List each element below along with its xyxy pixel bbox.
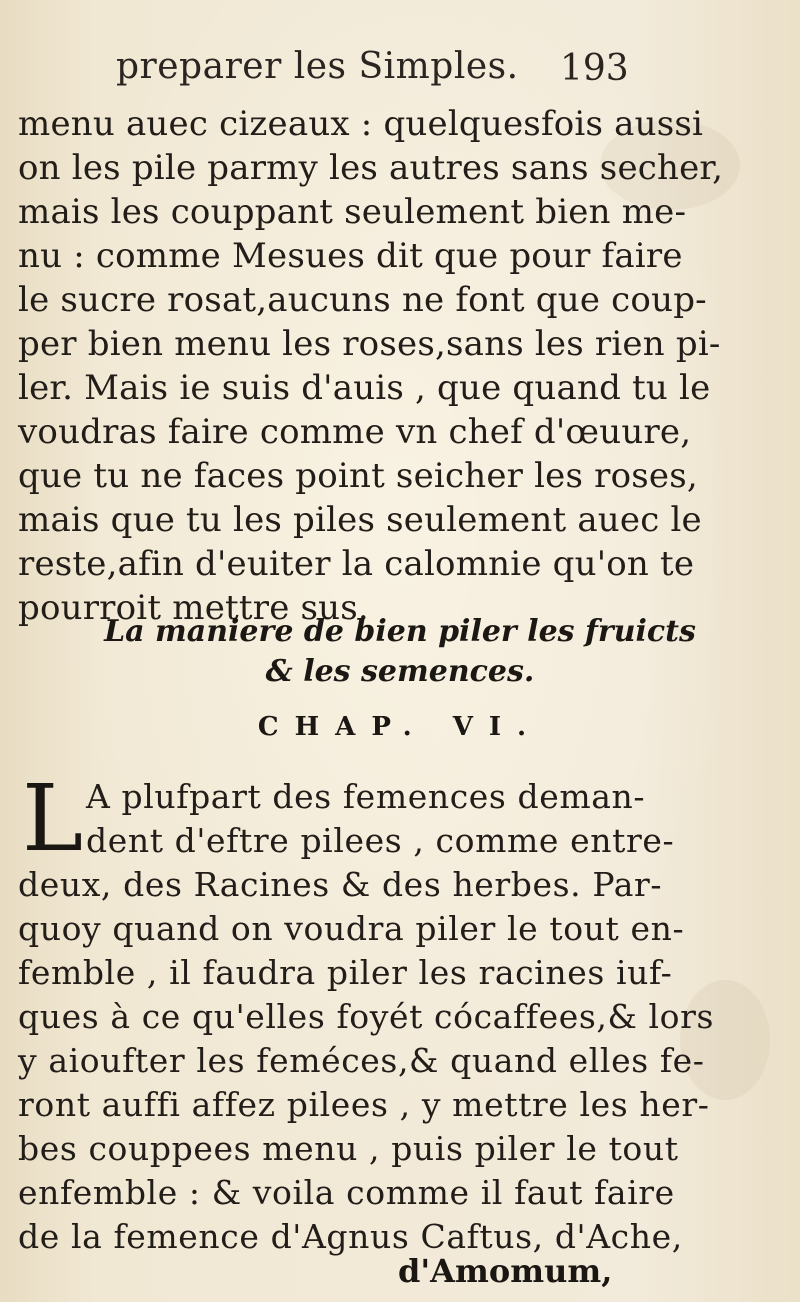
page-number: 193: [560, 48, 629, 89]
text-line: dent d'eftre pilees , comme entre-: [86, 821, 675, 860]
text-line: y aioufter les feméces,& quand elles fe-: [18, 1041, 705, 1080]
text-line: femble , il faudra piler les racines iuf-: [18, 953, 673, 992]
text-line: voudras faire comme vn chef d'œuure,: [18, 412, 692, 452]
running-head: preparer les Simples.: [116, 46, 519, 87]
text-line: reste,afin d'euiter la calomnie qu'on te: [18, 544, 695, 584]
text-line: quoy quand on voudra piler le tout en-: [18, 909, 685, 948]
text-line: deux, des Racines & des herbes. Par-: [18, 865, 663, 904]
text-line: le sucre rosat,aucuns ne font que coup-: [18, 280, 707, 320]
text-line: mais que tu les piles seulement auec le: [18, 500, 702, 540]
section-title-line-1: La maniere de bien piler les fruicts: [104, 614, 696, 649]
text-line: pourroit mettre sus.: [18, 588, 369, 628]
text-line: on les pile parmy les autres sans secher,: [18, 148, 724, 188]
chapter-heading: CHAP. VI.: [257, 712, 543, 742]
text-line: bes couppees menu , puis piler le tout: [18, 1129, 679, 1168]
text-line: ront auffi affez pilees , y mettre les her-: [18, 1085, 710, 1124]
text-line: menu auec cizeaux : quelquesfois aussi: [18, 104, 704, 144]
text-line: ler. Mais ie suis d'auis , que quand tu le: [18, 368, 711, 408]
text-line: per bien menu les roses,sans les rien pi-: [18, 324, 721, 364]
text-line: enfemble : & voila comme il faut faire: [18, 1173, 675, 1212]
text-line: de la femence d'Agnus Caftus, d'Ache,: [18, 1217, 683, 1256]
text-line: A plufpart des femences deman-: [86, 777, 646, 816]
text-line: mais les couppant seulement bien me-: [18, 192, 687, 232]
drop-cap: L: [22, 765, 84, 872]
section-title-line-2: & les semences.: [265, 654, 535, 689]
text-line: ques à ce qu'elles foyét cócaffees,& lors: [18, 997, 715, 1036]
text-line: que tu ne faces point seicher les roses,: [18, 456, 698, 496]
catchword: d'Amomum,: [398, 1252, 613, 1290]
text-line: nu : comme Mesues dit que pour faire: [18, 236, 683, 276]
